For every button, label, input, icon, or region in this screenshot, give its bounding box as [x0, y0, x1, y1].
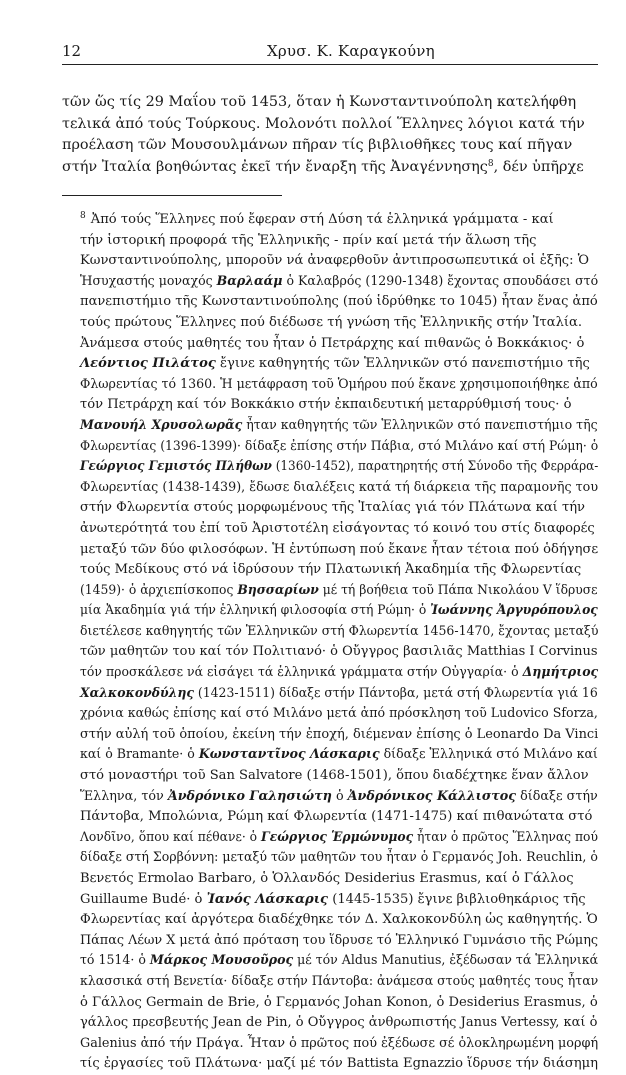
footnote-line: κλασσικά στή Βενετία· δίδαξε στήν Πάντοβα: ἀνάμεσα στούς μαθητές τους ἦταν — [80, 973, 599, 989]
text-fragment: ὁ Καλαβρός (1290-1348) ἔχοντας σπουδάσει στό — [282, 273, 599, 289]
footnote-line: πανεπιστήμιο τῆς Κωνσταντινούπολης (πού ἱδρύθηκε το 1045) ἦταν ἕνας ἀπό — [80, 294, 598, 310]
footnote-line — [80, 745, 598, 766]
person-name: Ἀνδρόνικος Κάλλιστος — [347, 788, 517, 804]
person-name: Βησσαρίων — [237, 582, 319, 598]
text-line: τῶν ὥς τίς 29 Μαΐου τοῦ 1453, ὅταν ἡ Κωνσταντινούπολη κατελήφθη — [62, 94, 577, 110]
footnote-line: Φλωρεντίας (1438-1439), ἔδωσε διαλέξεις κατά τή διάρκεια τῆς παραμονῆς του — [80, 479, 599, 495]
footnote-line — [80, 206, 598, 231]
person-name: Δημήτριος — [522, 665, 599, 681]
footnote-divider — [62, 195, 282, 196]
footnote-line: τήν ἱστορική προφορά τῆς Ἑλληνικῆς - πρίν καί μετά τήν ἅλωση τῆς — [80, 232, 537, 248]
page-header — [62, 42, 598, 65]
footnote-line: χρόνια καθώς ἐπίσης καί στό Μιλάνο μετά ἀπό πρόσκληση τοῦ Ludovico Sforza, — [80, 706, 598, 722]
text-fragment: , δέν ὑπῆρχε — [493, 158, 584, 175]
footnote-line: τίς ἐργασίες τοῦ Πλάτωνα· μαζί μέ τόν Battista Egnazzio ἵδρυσε τήν διάσημη — [80, 1056, 598, 1072]
footnote — [80, 206, 598, 1075]
footnote-line: Φλωρεντίας τό 1360. Ἡ μετάφραση τοῦ Ὁμήρου πού ἔκανε χρησιμοποιήθηκε ἀπό — [80, 376, 598, 392]
footnote-line: τούς πρώτους Ἕλληνες πού διέδωσε τή γνώση τῆς Ἑλληνικῆς στήν Ἰταλία. — [80, 314, 583, 330]
footnote-line: Πάντοβα, Μπολώνια, Ρώμη καί Φλωρεντία (1471-1475) καί πιθανώτατα στό — [80, 809, 593, 825]
footnote-line: διετέλεσε καθηγητής τῶν Ἑλληνικῶν στή Φλωρεντία 1456-1470, ἔχοντας μεταξύ — [80, 623, 599, 639]
person-name: Ἰωάννης Ἀργυρόπουλος — [430, 603, 598, 619]
footnote-line — [80, 354, 598, 375]
text-fragment: ἦταν καθηγητής τῶν Ἑλληνικῶν στό πανεπιστήμιο τῆς — [242, 417, 598, 433]
footnote-line — [80, 416, 598, 437]
text-fragment: τόν προσκάλεσε νά εἰσάγει τά ἑλληνικά γράμματα στήν Οὐγγαρία· ὁ — [80, 665, 523, 681]
footnote-line: στήν αὐλή τοῦ ὁποίου, ἐκείνη τήν ἐποχή, διέμεναν ἐπίσης ὁ Leonardo Da Vinci — [80, 726, 599, 742]
text-fragment: δίδαξε Ἑλληνικά στό Μιλάνο καί — [379, 747, 598, 763]
person-name: Ἰανός Λάσκαρις — [206, 891, 329, 907]
person-name: Κωνσταντῖνος Λάσκαρις — [198, 747, 380, 763]
footnote-line — [80, 581, 598, 602]
footnote-line — [80, 272, 599, 293]
text-fragment: καί ὁ Bramante· ὁ — [80, 747, 199, 763]
footnote-line — [80, 951, 599, 972]
footnote-line — [80, 787, 598, 808]
text-fragment: ὁ — [331, 788, 348, 804]
person-name: Μανουήλ Χρυσολωρᾶς — [80, 417, 243, 433]
footnote-line: στό μοναστήρι τοῦ San Salvatore (1468-1501), ὅπου διαδέχτηκε ἕναν ἄλλον — [80, 768, 589, 784]
footnote-line — [80, 663, 599, 684]
text-fragment: (1459)· ὁ ἀρχιεπίσκοπος — [80, 582, 238, 598]
text-fragment: Ἡσυχαστής μοναχός — [80, 273, 217, 289]
text-line — [62, 157, 598, 179]
text-fragment: μέ τόν Aldus Manutius, ἐξέδωσαν τά Ἑλληνικά — [293, 953, 599, 969]
footnote-line: δίδαξε στή Σορβόννη: μεταξύ τῶν μαθητῶν του ἦταν ὁ Γερμανός Joh. Reuchlin, ὁ — [80, 850, 598, 866]
footnote-line: ἀνωτερότητά του ἐπί τοῦ Ἀριστοτέλη εἰσάγοντας τό κοινό του στίς διαφορές — [80, 520, 595, 536]
footnote-line — [80, 684, 598, 705]
person-name: Ἀνδρόνικο Γαλησιώτη — [167, 788, 332, 804]
page-number: 12 — [62, 42, 82, 60]
text-fragment: τό 1514· ὁ — [80, 953, 150, 969]
footnote-line — [80, 457, 599, 478]
text-line: προέλαση τῶν Μουσουλμάνων πῆραν τίς βιβλιοθῆκες τους καί πῆγαν — [62, 137, 573, 153]
footnote-line — [80, 828, 598, 849]
text-line: τελικά ἀπό τούς Τούρκους. Μολονότι πολλοί Ἕλληνες λόγιοι κατά τήν — [62, 115, 585, 132]
footnote-line: τούς Μεδίκους στό νά ἱδρύσουν τήν Πλατωνική Ἀκαδημία τῆς Φλωρεντίας — [80, 562, 582, 578]
person-name: Γεώργιος Ἑρμώνυμος — [261, 829, 414, 845]
person-name: Γεώργιος Γεμιστός Πλήθων — [80, 459, 272, 475]
person-name: Λεόντιος Πιλάτος — [80, 356, 216, 372]
footnote-line: Φλωρεντίας καί ἀργότερα διαδέχθηκε τόν Δ. Χαλκοκονδύλη ὡς καθηγητής. Ὁ — [80, 912, 598, 928]
footnote-line — [80, 890, 598, 911]
footnote-reference: 8 — [487, 158, 494, 169]
footnote-marker: 8 — [80, 211, 86, 221]
text-fragment: Ἀπό τούς Ἕλληνες πού ἔφεραν στή Δύση τά ἑλληνικά γράμματα - καί — [90, 212, 554, 227]
text-fragment: ἦταν ὁ πρῶτος Ἕλληνας πού — [413, 829, 598, 845]
footnote-line — [80, 601, 598, 622]
footnote-line: τόν Πετράρχη καί τόν Βοκκάκιο στήν ἐκπαιδευτική μεταρρύθμισή τους· ὁ — [80, 397, 572, 413]
footnote-line: γάλλος πρεσβευτής Jean de Pin, ὁ Οὔγγρος ἀνθρωπιστής Janus Vertessy, καί ὁ — [80, 1015, 598, 1031]
person-name: Βαρλαάμ — [216, 273, 283, 289]
footnote-line: μεταξύ τῶν δύο φιλοσόφων. Ἡ ἐντύπωση πού ἔκανε ἦταν τέτοια πού ὁδήγησε — [80, 541, 599, 557]
text-fragment: στήν Ἰταλία βοηθώντας ἐκεῖ τήν ἔναρξη τῆς Ἀναγέννησης — [62, 158, 488, 175]
footnote-line: τῶν μαθητῶν του καί τόν Πολιτιανό· ὁ Οὔγγρος βασιλιᾶς Matthias I Corvinus — [80, 644, 598, 660]
running-title: Χρυσ. Κ. Καραγκούνη — [267, 42, 435, 60]
text-fragment: Guillaume Budé· ὁ — [80, 891, 207, 907]
footnote-line: Galenius ἀπό τήν Πράγα. Ἦταν ὁ πρῶτος πού ἐξέδωσε σέ ὁλοκληρωμένη μορφή — [80, 1035, 599, 1051]
text-fragment: (1360-1452), παρατηρητής στή Σύνοδο τῆς Φερράρα- — [271, 459, 599, 475]
text-fragment: μέ τή βοήθεια τοῦ Πάπα Νικολάου V ἵδρυσε — [318, 582, 598, 598]
text-fragment: Ἕλληνα, τόν — [80, 788, 168, 804]
footnote-line: Πάπας Λέων X μετά ἀπό πρόταση του ἵδρυσε τό Ἑλληνικό Γυμνάσιο τῆς Ρώμης — [80, 932, 599, 948]
footnote-line: Φλωρεντίας (1396-1399)· δίδαξε ἐπίσης στήν Πάβια, στό Μιλάνο καί στή Ρώμη· ὁ — [80, 438, 599, 454]
text-fragment: Λονδῖνο, ὅπου καί πέθανε· ὁ — [80, 829, 262, 845]
main-text — [62, 92, 598, 178]
text-fragment: (1423-1511) δίδαξε στήν Πάντοβα, μετά στή Φλωρεντία γιά 16 — [193, 685, 598, 701]
text-fragment: μία Ἀκαδημία γιά τήν ἑλληνική φιλοσοφία στή Ρώμη· ὁ — [80, 603, 431, 619]
text-fragment: (1445-1535) ἔγινε βιβλιοθηκάριος τῆς — [328, 891, 586, 907]
person-name: Χαλκοκονδύλης — [80, 685, 194, 701]
text-fragment: ἔγινε καθηγητής τῶν Ἑλληνικῶν στό πανεπιστήμιο τῆς — [215, 356, 590, 372]
footnote-line: ὁ Γάλλος Germain de Brie, ὁ Γερμανός Johan Konon, ὁ Desiderius Erasmus, ὁ — [80, 994, 598, 1010]
text-fragment: δίδαξε στήν — [516, 788, 598, 804]
person-name: Μάρκος Μουσοῦρος — [149, 953, 294, 969]
footnote-line: Βενετός Ermolao Barbaro, ὁ Ὁλλανδός Desiderius Erasmus, καί ὁ Γάλλος — [80, 871, 574, 886]
footnote-line: Ἀνάμεσα στούς μαθητές του ἦταν ὁ Πετράρχης καί πιθανῶς ὁ Βοκκάκιος· ὁ — [80, 335, 585, 351]
footnote-line: Κωνσταντινούπολης, μποροῦν νά ἀναφερθοῦν ἀντιπροσωπευτικά οἱ ἑξῆς: Ὁ — [80, 253, 589, 269]
footnote-line: στήν Φλωρεντία στούς μορφωμένους τῆς Ἰταλίας γιά τόν Πλάτωνα καί τήν — [80, 500, 586, 516]
